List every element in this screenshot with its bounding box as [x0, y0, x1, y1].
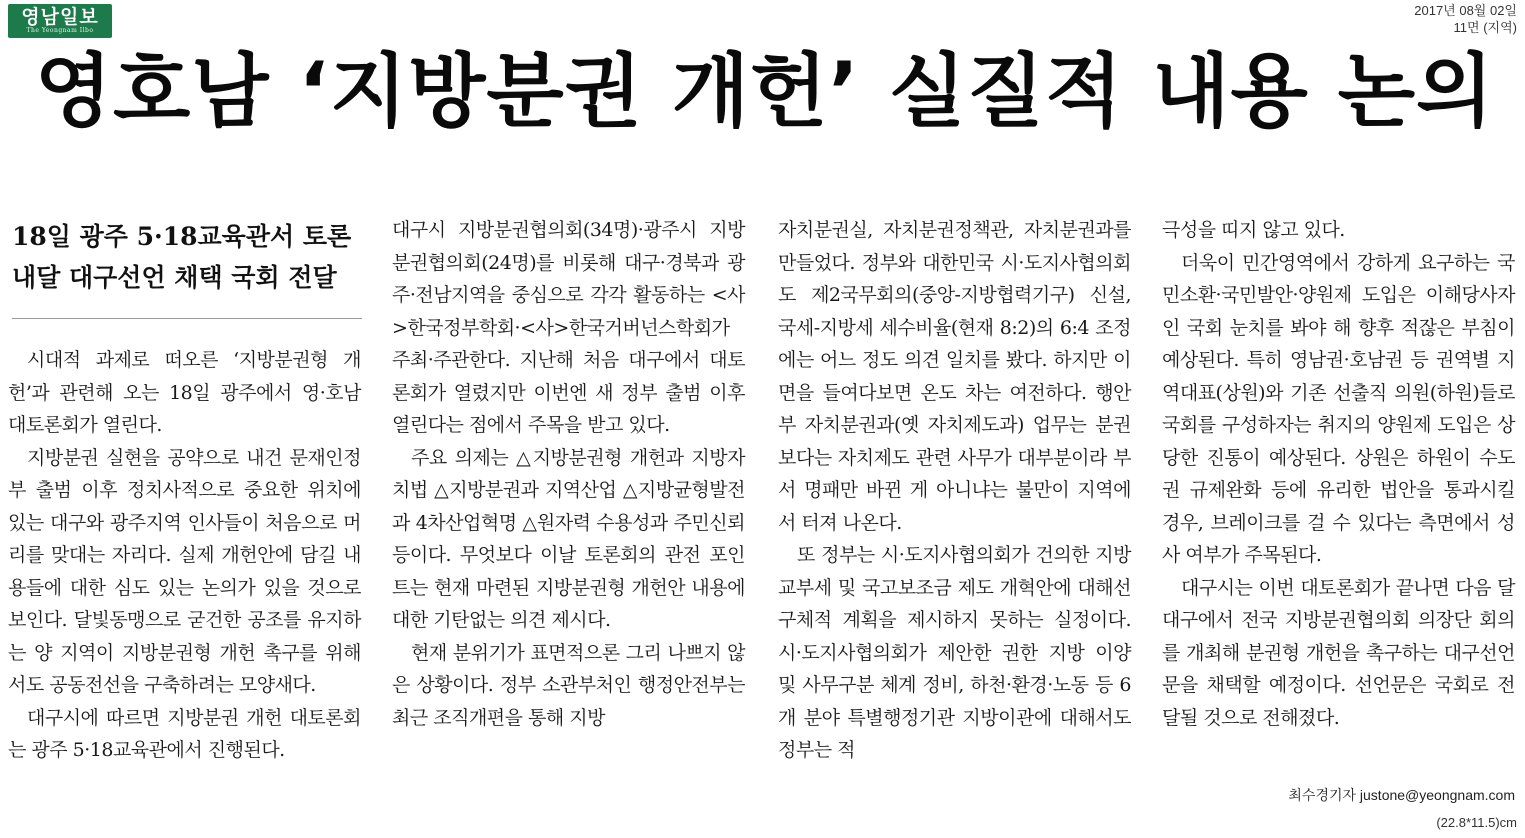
- logo-wordmark: 영남일보: [21, 6, 99, 28]
- issue-meta: [1414, 2, 1517, 36]
- subheadline-line-2: 내달 대구선언 채택 국회 전달: [12, 263, 337, 292]
- article-subheadline: [12, 216, 362, 298]
- paragraph: 대구시는 이번 대토론회가 끝나면 다음 달 대구에서 전국 지방분권협의회 의장단 회의를 개최해 분권형 개헌을 촉구하는 대구선언문을 채택할 예정이다. 선언문은 국회로 전달될 것으로 전해졌다.: [1162, 576, 1515, 729]
- article-size-note: (22.8*11.5)cm: [1436, 815, 1517, 830]
- paragraph: 더욱이 민간영역에서 강하게 요구하는 국민소환·국민발안·양원제 도입은 이해당사자인 국회 눈치를 봐야 해 향후 적잖은 부침이 예상된다. 특히 영남권·호남권 등 권역별 지역대표(상원)와 기존 선출직 의원(하원)들로 국회를 구성하자는 취지의 양원제 도입은 상당한 진통이 예상된다. 상원은 하원이 수도권 규제완화 등에 유리한 법안을 통과시킬 경우, 브레이크를 걸 수 있다는 측면에서 성사 여부가 주목된다.: [1162, 251, 1515, 566]
- reporter-byline: 최수경기자 justone@yeongnam.com: [1288, 787, 1515, 803]
- article-column-4: [1162, 214, 1515, 734]
- paragraph: 대구시에 따르면 지방분권 개헌 대토론회는 광주 5·18교육관에서 진행된다.: [8, 706, 361, 761]
- subheadline-divider: [12, 318, 362, 319]
- page-section: 11면 (지역): [1453, 20, 1517, 35]
- logo-subtitle: The Yeongnam Ilbo: [26, 27, 94, 34]
- article-column-3: [778, 214, 1131, 767]
- paragraph: 또 정부는 시·도지사협의회가 건의한 지방교부세 및 국고보조금 제도 개혁안에 대해선 구체적 계획을 제시하지 못하는 실정이다. 시·도지사협의회가 제안한 권한 지방 이양 및 사무구분 체계 정비, 하천·환경·노동 등 6개 분야 특별행정기관 지방이관에 대해서도 정부는 적: [778, 544, 1131, 761]
- subheadline-line-1: 18일 광주 5·18교육관서 토론: [12, 222, 352, 251]
- article-headline: 영호남 ‘지방분권 개헌’ 실질적 내용 논의: [34, 45, 1495, 138]
- paragraph: 대구시 지방분권협의회(34명)·광주시 지방분권협의회(24명)를 비롯해 대구·경북과 광주·전남지역을 중심으로 각각 활동하는 <사>한국정부학회·<사>한국거버넌스학회가 주최·주관한다. 지난해 처음 대구에서 대토론회가 열렸지만 이번엔 새 정부 출범 이후 열린다는 점에서 주목을 받고 있다.: [392, 219, 745, 436]
- article-column-1: [8, 344, 361, 767]
- paragraph: 극성을 띠지 않고 있다.: [1162, 219, 1345, 241]
- issue-date: 2017년 08월 02일: [1414, 3, 1517, 18]
- paragraph: 현재 분위기가 표면적으론 그리 나쁘지 않은 상황이다. 정부 소관부처인 행정안전부는 최근 조직개편을 통해 지방: [392, 641, 745, 729]
- newspaper-logo: [8, 4, 112, 38]
- article-column-2: [392, 214, 745, 734]
- paragraph: 시대적 과제로 떠오른 ‘지방분권형 개헌’과 관련해 오는 18일 광주에서 영·호남 대토론회가 열린다.: [8, 349, 361, 436]
- paragraph: 자치분권실, 자치분권정책관, 자치분권과를 만들었다. 정부와 대한민국 시·도지사협의회도 제2국무회의(중앙-지방협력기구) 신설, 국세-지방세 세수비율(현재 8:2)의 6:4 조정에는 어느 정도 의견 일치를 봤다. 하지만 이면을 들여다보면 온도 차는 여전하다. 행안부 자치분권과(옛 자치제도과) 업무는 분권보다는 자치제도 관련 사무가 대부분이라 부서 명패만 바뀐 게 아니냐는 불만이 지역에서 터져 나온다.: [778, 219, 1131, 534]
- paragraph: 지방분권 실현을 공약으로 내건 문재인정부 출범 이후 정치사적으로 중요한 위치에 있는 대구와 광주지역 인사들이 처음으로 머리를 맞대는 자리다. 실제 개헌안에 담길 내용들에 대한 심도 있는 논의가 있을 것으로 보인다. 달빛동맹으로 굳건한 공조를 유지하는 양 지역이 지방분권형 개헌 촉구를 위해서도 공동전선을 구축하려는 모양새다.: [8, 446, 361, 696]
- paragraph: 주요 의제는 △지방분권형 개헌과 지방자치법 △지방분권과 지역산업 △지방균형발전과 4차산업혁명 △원자력 수용성과 주민신뢰 등이다. 무엇보다 이날 토론회의 관전 포인트는 현재 마련된 지방분권형 개헌안 내용에 대한 기탄없는 의견 제시다.: [392, 446, 745, 631]
